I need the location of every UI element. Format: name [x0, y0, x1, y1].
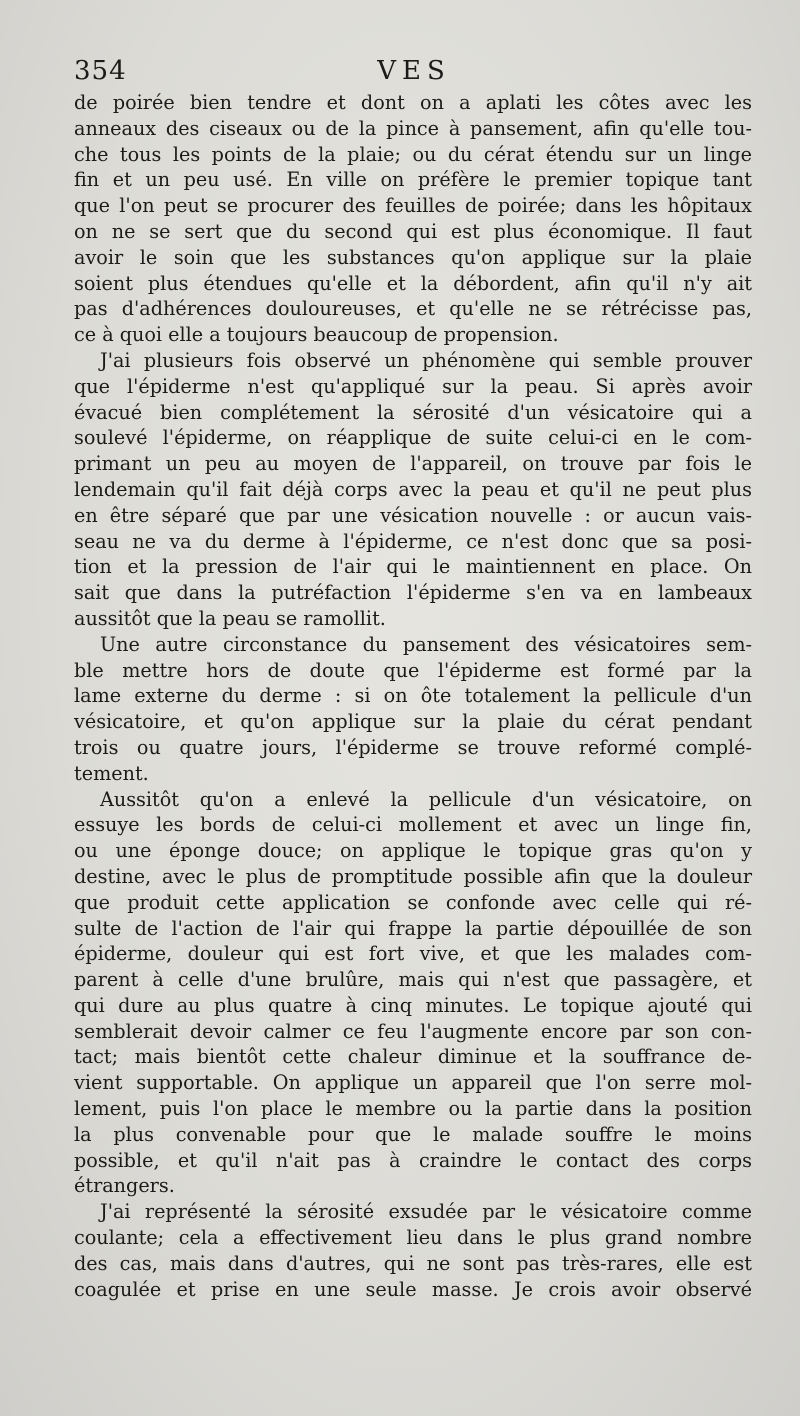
text-line: soient plus étendues qu'elle et la débordent, afin qu'il n'y ait	[74, 271, 752, 295]
text-line: qui dure au plus quatre à cinq minutes. Le topique ajouté qui	[74, 993, 752, 1017]
text-line: coulante; cela a effectivement lieu dans le plus grand nombre	[74, 1226, 752, 1250]
text-line: seau ne va du derme à l'épiderme, ce n'est donc que sa posi-	[74, 529, 752, 553]
text-line: évacué bien complétement la sérosité d'un vésicatoire qui a	[74, 400, 752, 424]
text-line: étrangers.	[74, 1174, 175, 1198]
page-header	[74, 56, 754, 88]
text-line: pas d'adhérences douloureuses, et qu'elle ne se rétrécisse pas,	[74, 297, 752, 321]
text-line: semblerait devoir calmer ce feu l'augmente encore par son con-	[74, 1019, 752, 1043]
text-line: essuye les bords de celui-ci mollement et avec un linge fin,	[74, 813, 752, 837]
text-line: tement.	[74, 761, 149, 785]
text-line: des cas, mais dans d'autres, qui ne sont pas très-rares, elle est	[74, 1251, 752, 1275]
text-line: tact; mais bientôt cette chaleur diminue et la souffrance de-	[74, 1045, 752, 1069]
paragraph-start-line: Aussitôt qu'on a enlevé la pellicule d'un vésicatoire, on	[100, 787, 752, 811]
paragraph-start-line: J'ai représenté la sérosité exsudée par le vésicatoire comme	[100, 1200, 752, 1224]
text-line: lame externe du derme : si on ôte totalement la pellicule d'un	[74, 684, 752, 708]
paragraph-start-line: Une autre circonstance du pansement des vésicatoires sem-	[100, 632, 752, 656]
running-head: VES	[377, 56, 451, 86]
text-line: fin et un peu usé. En ville on préfère le premier topique tant	[74, 168, 752, 192]
text-line: che tous les points de la plaie; ou du cérat étendu sur un linge	[74, 142, 752, 166]
text-line: vésicatoire, et qu'on applique sur la plaie du cérat pendant	[74, 710, 752, 734]
text-line: ce à quoi elle a toujours beaucoup de propension.	[74, 323, 559, 347]
body-text	[74, 90, 752, 1302]
text-line: destine, avec le plus de promptitude possible afin que la douleur	[74, 864, 752, 888]
text-line: la plus convenable pour que le malade souffre le moins	[74, 1122, 752, 1146]
text-line: que l'on peut se procurer des feuilles de poirée; dans les hôpitaux	[74, 194, 752, 218]
text-line: parent à celle d'une brulûre, mais qui n'est que passagère, et	[74, 968, 752, 992]
text-line: ou une éponge douce; on applique le topique gras qu'on y	[74, 839, 752, 863]
text-line: de poirée bien tendre et dont on a aplati les côtes avec les	[74, 91, 752, 114]
text-line: tion et la pression de l'air qui le maintiennent en place. On	[74, 555, 752, 579]
text-line: que produit cette application se confonde avec celle qui ré-	[74, 890, 752, 914]
text-line: en être séparé que par une vésication nouvelle : or aucun vais-	[74, 503, 752, 527]
text-line: épiderme, douleur qui est fort vive, et que les malades com-	[74, 942, 752, 966]
page-number: 354	[74, 56, 127, 86]
text-line: soulevé l'épiderme, on réapplique de suite celui-ci en le com-	[74, 426, 752, 450]
text-line: ble mettre hors de doute que l'épiderme est formé par la	[74, 658, 752, 682]
text-line: trois ou quatre jours, l'épiderme se trouve reformé complé-	[74, 735, 752, 759]
paragraph-start-line: J'ai plusieurs fois observé un phénomène qui semble prouver	[100, 348, 752, 372]
text-line: possible, et qu'il n'ait pas à craindre le contact des corps	[74, 1148, 752, 1172]
text-line: anneaux des ciseaux ou de la pince à pansement, afin qu'elle tou-	[74, 116, 752, 140]
text-line: coagulée et prise en une seule masse. Je crois avoir observé	[74, 1277, 752, 1301]
text-line: lement, puis l'on place le membre ou la partie dans la position	[74, 1097, 752, 1121]
text-line: que l'épiderme n'est qu'appliqué sur la peau. Si après avoir	[74, 374, 752, 398]
text-line: vient supportable. On applique un appareil que l'on serre mol-	[74, 1071, 752, 1095]
text-line: avoir le soin que les substances qu'on applique sur la plaie	[74, 245, 752, 269]
text-line: sait que dans la putréfaction l'épiderme s'en va en lambeaux	[74, 581, 752, 605]
text-line: lendemain qu'il fait déjà corps avec la peau et qu'il ne peut plus	[74, 477, 752, 501]
text-line: primant un peu au moyen de l'appareil, on trouve par fois le	[74, 452, 752, 476]
text-line: aussitôt que la peau se ramollit.	[74, 606, 386, 630]
text-line: sulte de l'action de l'air qui frappe la partie dépouillée de son	[74, 916, 752, 940]
text-line: on ne se sert que du second qui est plus économique. Il faut	[74, 219, 752, 243]
